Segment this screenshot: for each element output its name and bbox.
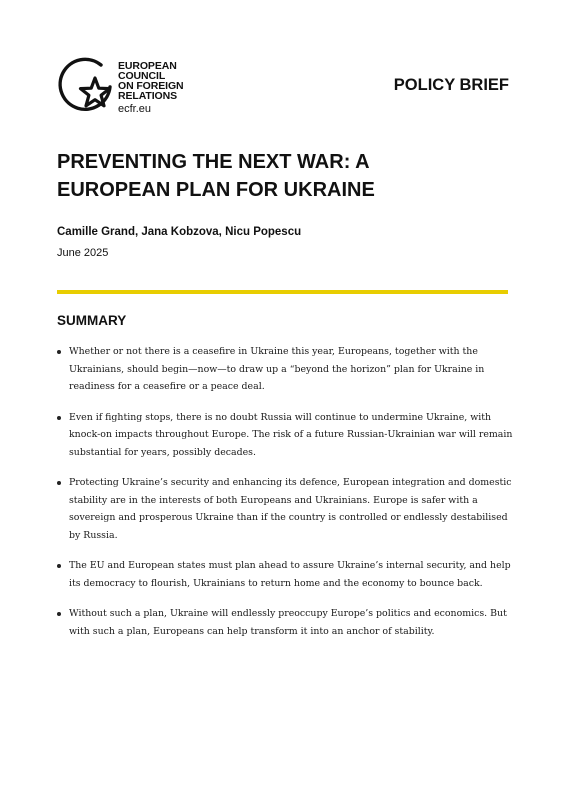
logo-line: ON FOREIGN (118, 80, 184, 92)
list-item-text: Even if fighting stops, there is no doubt Russia will continue to undermine Ukraine, with knock-on impacts throughout Europe. The risk of a future Russian-Ukrainian war will remain substantial for years, possibly decades. (69, 411, 513, 458)
bullet-icon (57, 564, 61, 568)
list-item (57, 557, 517, 592)
logo-line: COUNCIL (118, 70, 166, 82)
bullet-icon (57, 612, 61, 616)
authors: Camille Grand, Jana Kobzova, Nicu Popescu (57, 226, 302, 238)
list-item-text: Without such a plan, Ukraine will endlessly preoccupy Europe’s politics and economics. But with such a plan, Europeans can help transform it into an anchor of stability. (69, 608, 507, 637)
list-item (57, 343, 517, 396)
bullet-icon (57, 416, 61, 420)
list-item-text: Protecting Ukraine’s security and enhancing its defence, European integration and domestic stability are in the interests of both Europeans and Ukrainians. Europe is safer with a sovereign and prosperous Ukraine than if the country is controlled or endlessly destabilised by Russia. (69, 477, 512, 541)
list-item-text: The EU and European states must plan ahead to assure Ukraine’s internal security, and help its democracy to flourish, Ukrainians to return home and the economy to bounce back. (69, 560, 511, 589)
bullet-icon (57, 350, 61, 354)
accent-divider (57, 290, 508, 294)
list-item-text: Whether or not there is a ceasefire in Ukraine this year, Europeans, together with the Ukrainians, should begin—now—to draw up a “beyond the horizon” plan for Ukraine in readiness for a ceasefire or a peace deal. (69, 346, 485, 392)
document-type-label: POLICY BRIEF (393, 76, 509, 94)
logo-wordmark (118, 61, 184, 101)
ecfr-logo[interactable] (57, 56, 227, 122)
title-line: PREVENTING THE NEXT WAR: A (57, 151, 370, 173)
list-item (57, 409, 517, 462)
logo-line: RELATIONS (118, 90, 177, 102)
logo-line: EUROPEAN (118, 60, 177, 72)
page-title (57, 148, 507, 204)
title-line: EUROPEAN PLAN FOR UKRAINE (57, 179, 375, 201)
list-item (57, 605, 517, 640)
list-item (57, 474, 517, 544)
summary-list (57, 343, 517, 653)
publication-date: June 2025 (57, 247, 109, 259)
summary-heading: SUMMARY (57, 313, 127, 328)
logo-url: ecfr.eu (118, 103, 152, 115)
bullet-icon (57, 481, 61, 485)
star-circle-logo-icon (57, 56, 115, 114)
